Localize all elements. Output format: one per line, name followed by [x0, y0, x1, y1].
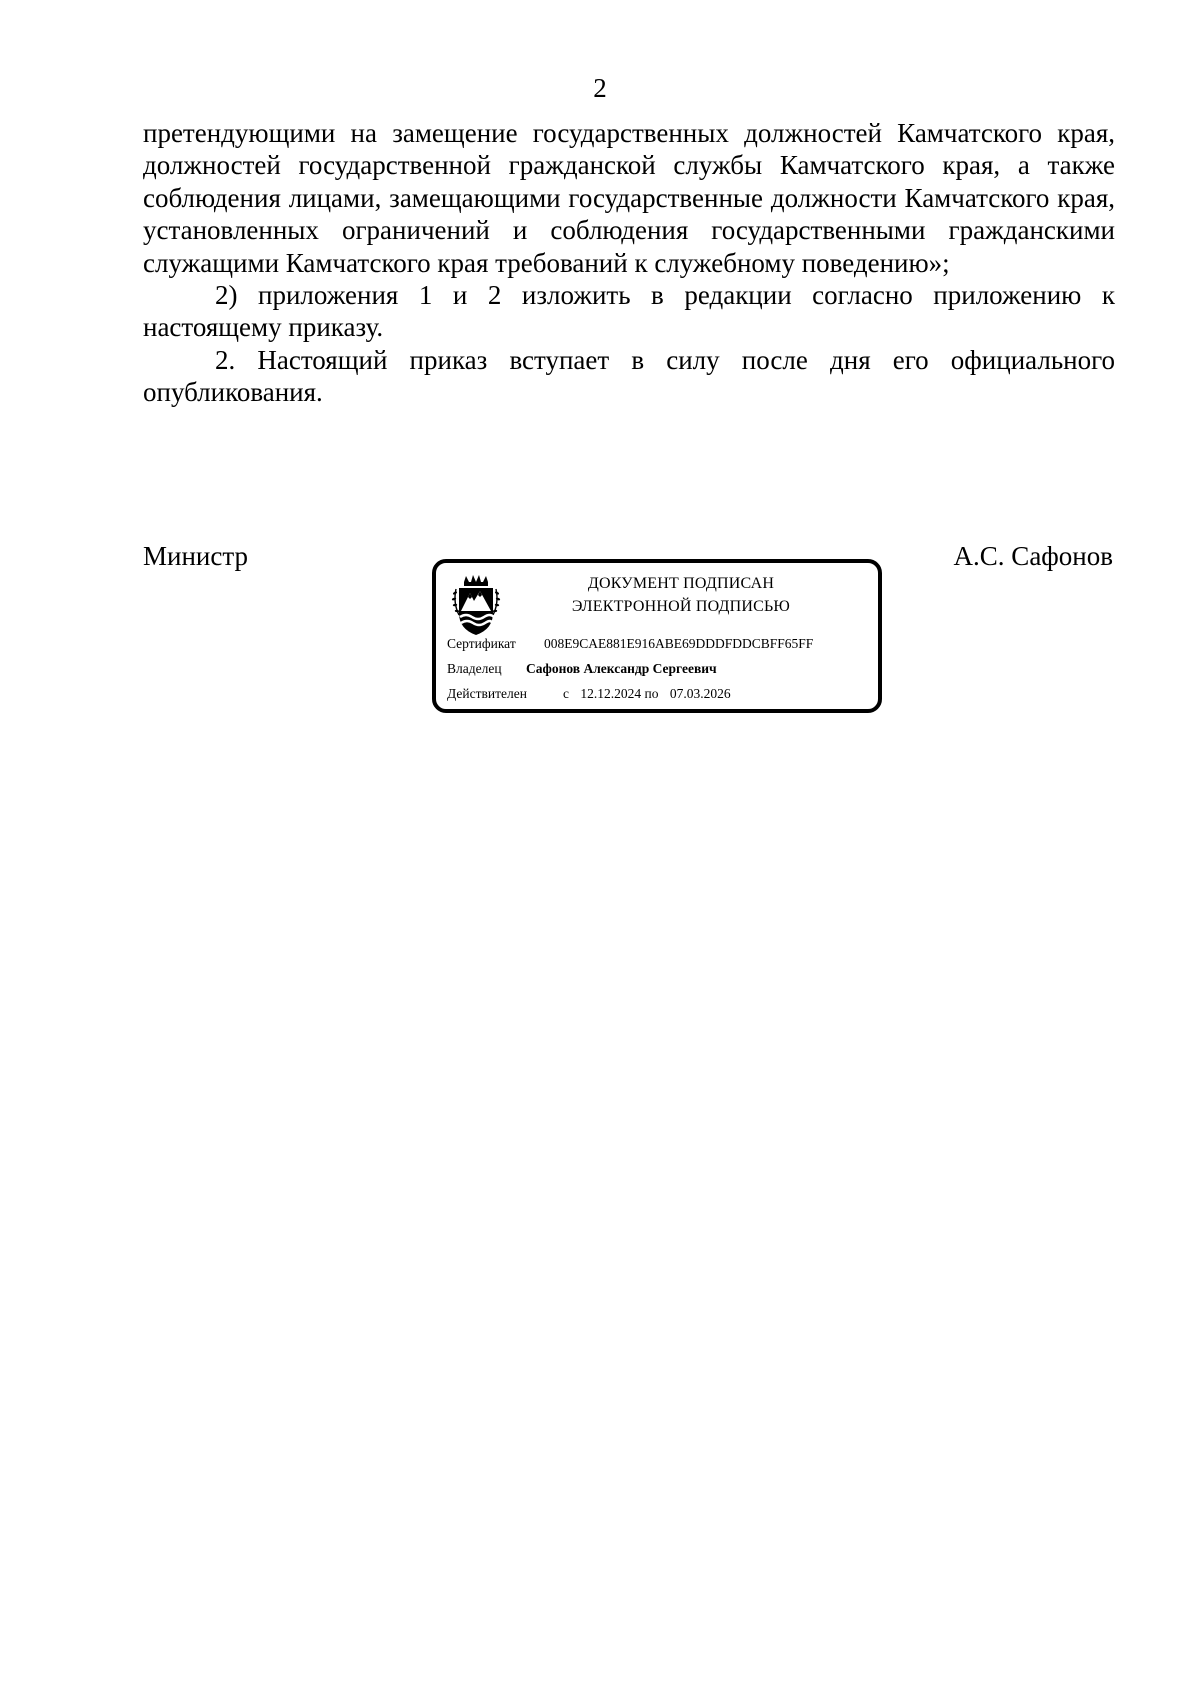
stamp-header — [536, 572, 826, 618]
certificate-label: Сертификат — [447, 636, 516, 651]
document-body — [143, 117, 1115, 409]
coat-of-arms-icon — [450, 575, 502, 637]
signatory-role: Министр — [143, 541, 248, 571]
valid-to-prefix: по — [644, 686, 659, 701]
stamp-title-line1: ДОКУМЕНТ ПОДПИСАН — [587, 575, 775, 592]
paragraph-continuation: претендующими на замещение государственных должностей Камчатского края, должностей государственной гражданской службы Камчатского края, а также соблюдения лицами, замещающими государственные должности Камчатского края, установленных ограничений и соблюдения государственными гражданскими служащими Камчатского края требований к служебному поведению»; — [143, 118, 1115, 278]
valid-from-prefix: с — [563, 686, 569, 701]
stamp-title-line2: ЭЛЕКТРОННОЙ ПОДПИСЬЮ — [571, 598, 791, 615]
paragraph-clause-2: 2. Настоящий приказ вступает в силу после дня его официального опубликования. — [143, 344, 1115, 408]
valid-label: Действителен — [447, 686, 527, 701]
paragraph-item-2: 2) приложения 1 и 2 изложить в редакции согласно приложению к настоящему приказу. — [143, 280, 1115, 343]
page-number: 2 — [593, 73, 607, 103]
valid-from-date: 12.12.2024 — [580, 686, 642, 701]
signatory-name: А.С. Сафонов — [953, 541, 1113, 571]
owner-value: Сафонов Александр Сергеевич — [526, 661, 717, 676]
stamp-validity-row — [447, 685, 731, 703]
stamp-owner-row — [447, 660, 717, 678]
certificate-value: 008E9CAE881E916ABE69DDDFDDCBFF65FF — [544, 636, 814, 651]
valid-to-date: 07.03.2026 — [669, 686, 731, 701]
stamp-certificate-row — [447, 635, 813, 653]
electronic-signature-stamp — [432, 559, 882, 713]
owner-label: Владелец — [447, 661, 502, 676]
